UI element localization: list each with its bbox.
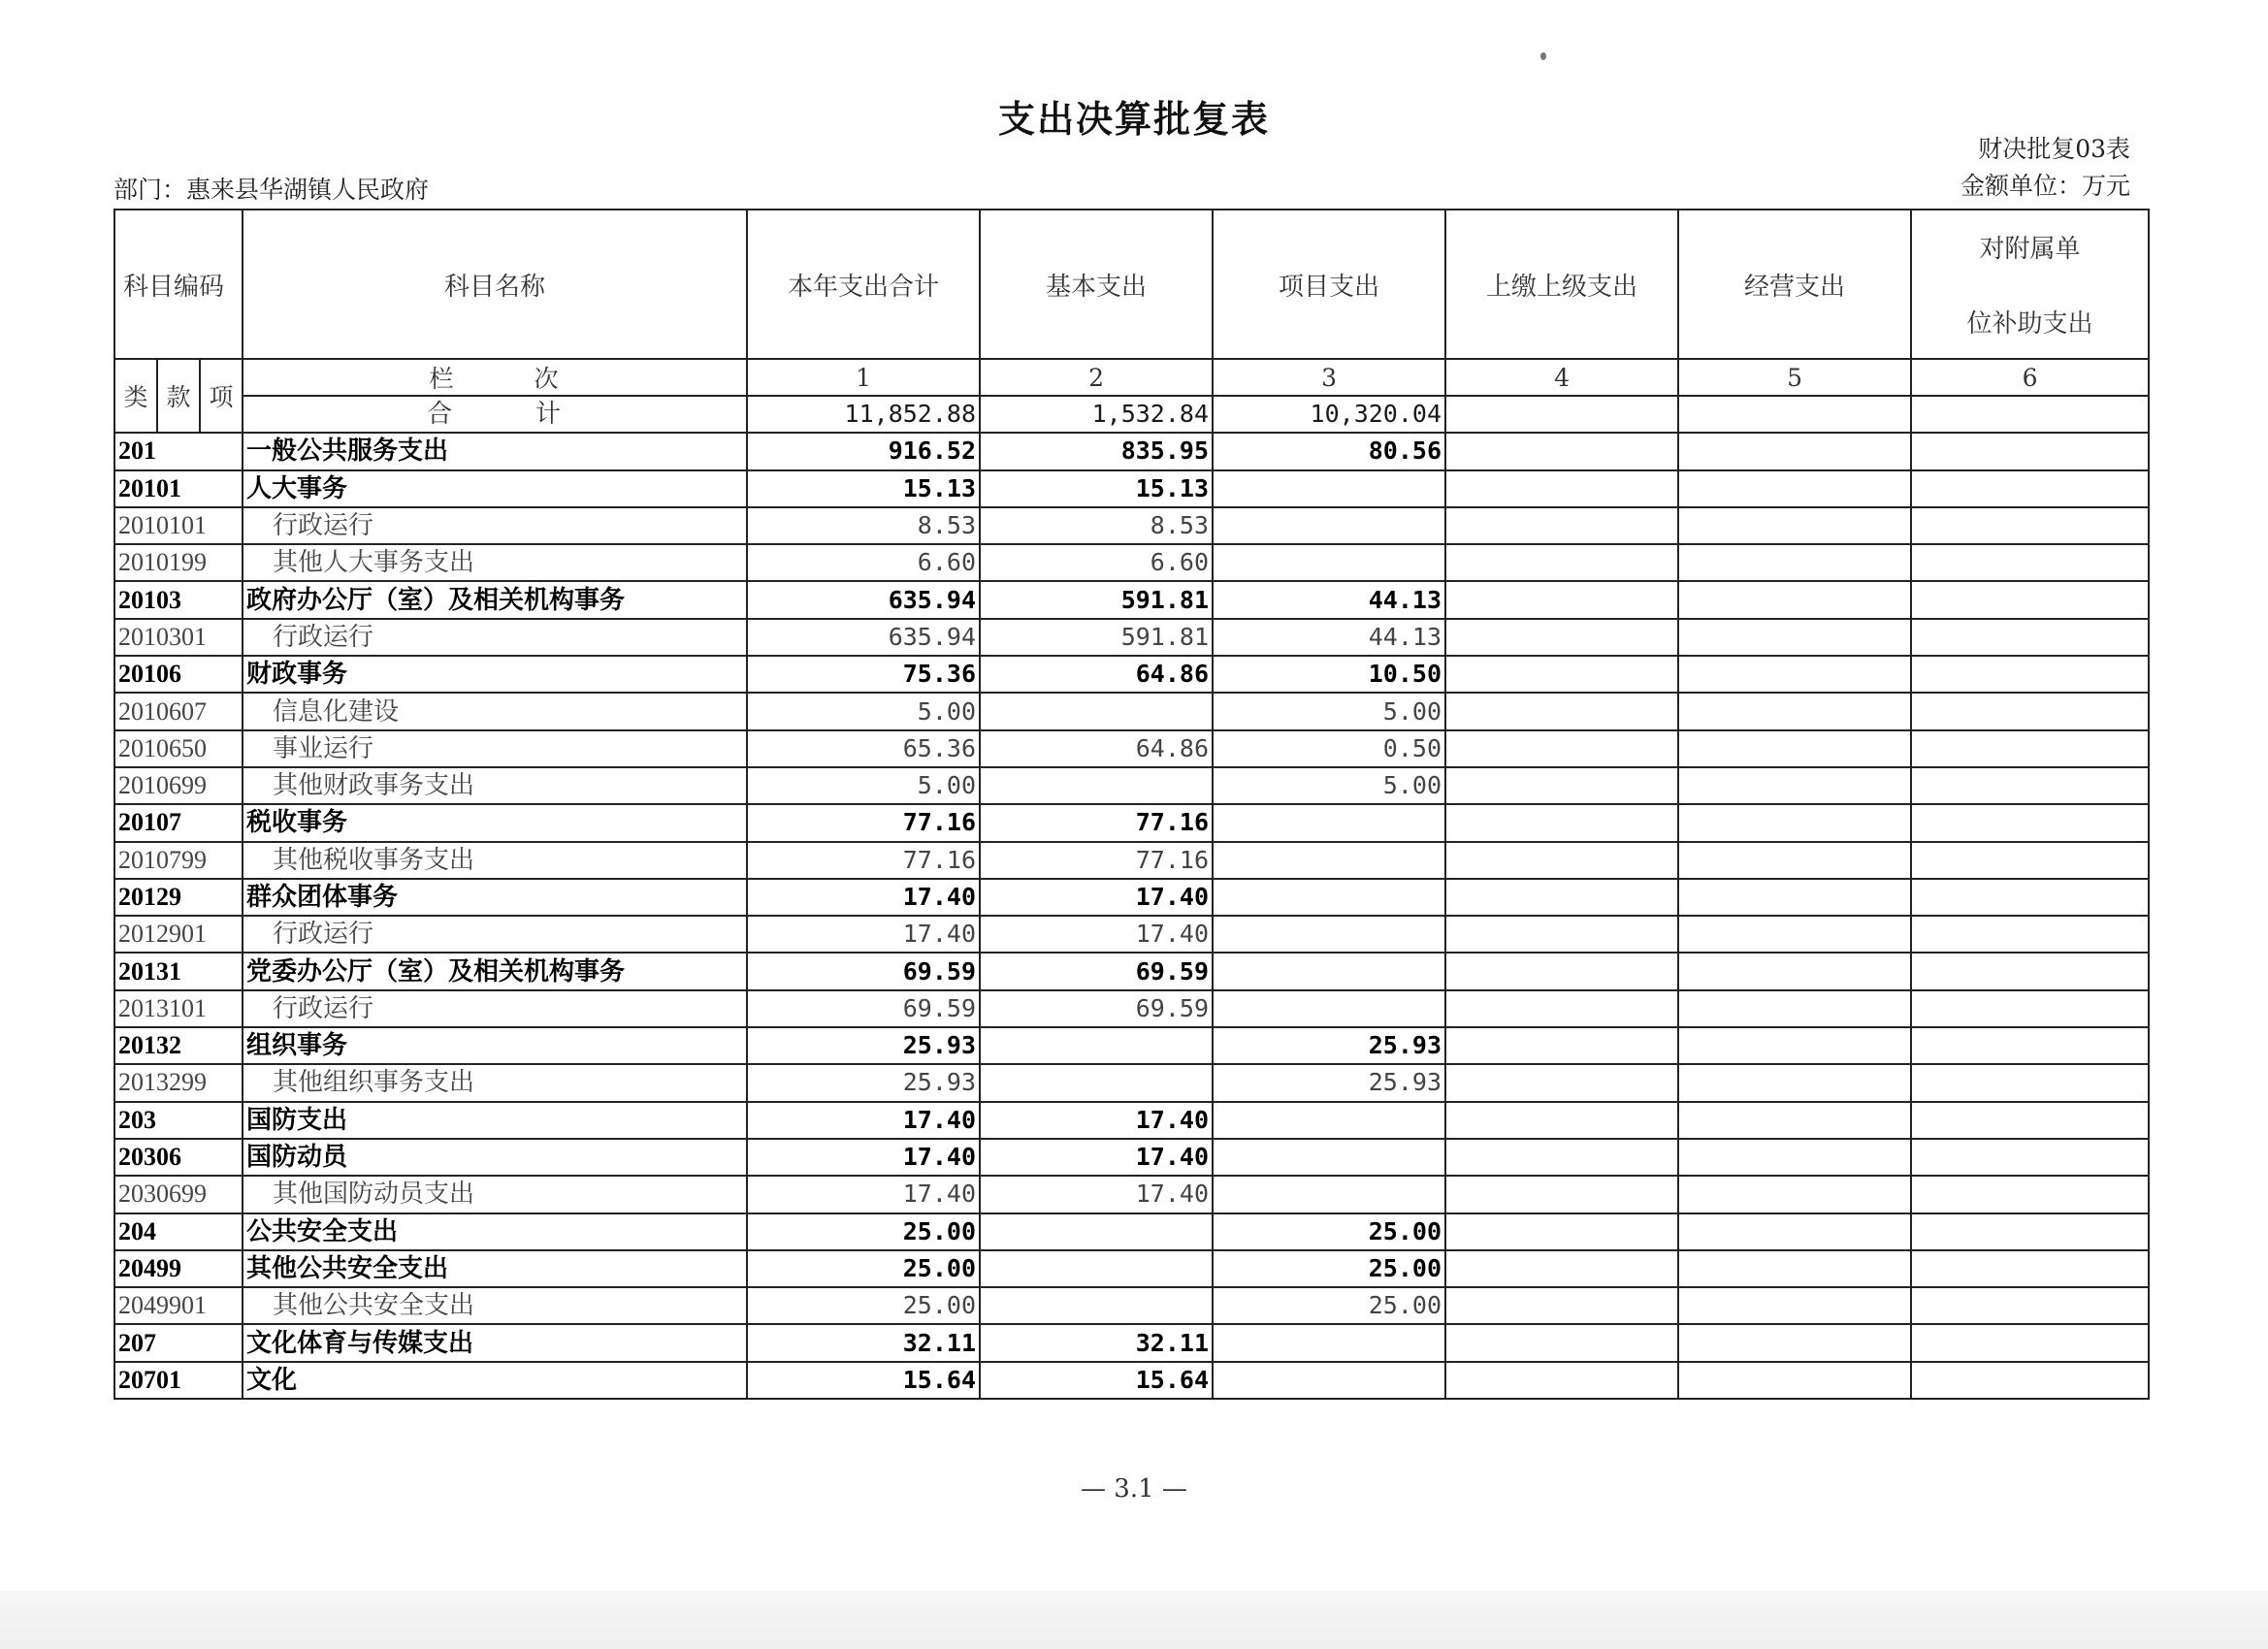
amount-cell: 64.86: [980, 730, 1213, 767]
amount-cell: [1911, 433, 2149, 469]
subject-name: 文化: [243, 1362, 747, 1399]
header-lanci: 栏 次: [243, 359, 747, 396]
amount-cell: 25.93: [1213, 1064, 1445, 1101]
amount-cell: [1678, 1064, 1911, 1101]
amount-cell: [1445, 619, 1678, 656]
col-number: 4: [1445, 359, 1678, 396]
amount-cell: [1213, 916, 1445, 953]
subject-code: 2049901: [114, 1287, 243, 1324]
header-subsidy: [1911, 210, 2149, 359]
amount-cell: [1911, 619, 2149, 656]
subject-code: 20101: [114, 470, 243, 507]
amount-cell: 69.59: [747, 953, 980, 989]
amount-cell: [1911, 804, 2149, 841]
amount-cell: 17.40: [980, 1102, 1213, 1139]
amount-cell: [1213, 990, 1445, 1027]
amount-cell: [1445, 990, 1678, 1027]
header-name: 科目名称: [243, 210, 747, 359]
column-number-row: [114, 359, 2149, 396]
amount-cell: 25.00: [1213, 1287, 1445, 1324]
amount-cell: [980, 767, 1213, 804]
amount-cell: 8.53: [747, 507, 980, 544]
scan-speck: [1540, 52, 1546, 60]
col-number: 2: [980, 359, 1213, 396]
amount-cell: [1445, 656, 1678, 693]
table-row: [114, 842, 2149, 879]
amount-cell: 69.59: [747, 990, 980, 1027]
header-code: 科目编码: [114, 210, 243, 359]
subject-name: 信息化建设: [243, 693, 747, 729]
amount-cell: [1445, 1139, 1678, 1176]
amount-unit: 金额单位：万元: [1960, 172, 2130, 200]
subject-code: 2013299: [114, 1064, 243, 1101]
amount-cell: 77.16: [747, 842, 980, 879]
subject-name: 政府办公厅（室）及相关机构事务: [243, 581, 747, 618]
header-subsidy-line2: 位补助支出: [1966, 309, 2093, 339]
amount-cell: 69.59: [980, 990, 1213, 1027]
amount-cell: 17.40: [747, 1102, 980, 1139]
amount-cell: [1445, 433, 1678, 469]
totals-row: [114, 396, 2149, 433]
total-cell: [1445, 396, 1678, 433]
amount-cell: [1911, 507, 2149, 544]
total-cell: [1678, 396, 1911, 433]
amount-cell: [1445, 581, 1678, 618]
subject-name: 行政运行: [243, 916, 747, 953]
table-row: [114, 804, 2149, 841]
amount-cell: [1445, 1324, 1678, 1361]
amount-cell: [1445, 1362, 1678, 1399]
scan-edge-shade: [0, 1591, 2268, 1649]
amount-cell: [980, 693, 1213, 729]
total-cell: [1911, 396, 2149, 433]
subject-code: 20701: [114, 1362, 243, 1399]
subject-name: 行政运行: [243, 507, 747, 544]
amount-cell: [1678, 1213, 1911, 1250]
amount-cell: [1213, 1362, 1445, 1399]
amount-cell: [1213, 544, 1445, 581]
amount-cell: [1445, 507, 1678, 544]
amount-cell: [1445, 1102, 1678, 1139]
page-number: — 3.1 —: [1081, 1474, 1187, 1504]
table-row: [114, 1027, 2149, 1064]
amount-cell: 5.00: [1213, 767, 1445, 804]
subject-name: 其他公共安全支出: [243, 1250, 747, 1287]
amount-cell: 32.11: [747, 1324, 980, 1361]
amount-cell: [1445, 1027, 1678, 1064]
amount-cell: [1911, 767, 2149, 804]
subject-code: 20132: [114, 1027, 243, 1064]
amount-cell: [1678, 581, 1911, 618]
amount-cell: [1213, 507, 1445, 544]
subject-name: 其他国防动员支出: [243, 1176, 747, 1212]
amount-cell: [1678, 1287, 1911, 1324]
amount-cell: 77.16: [747, 804, 980, 841]
amount-cell: 17.40: [747, 916, 980, 953]
subject-code: 2030699: [114, 1176, 243, 1212]
amount-cell: 17.40: [747, 1139, 980, 1176]
amount-cell: [1911, 544, 2149, 581]
amount-cell: [1678, 916, 1911, 953]
amount-cell: [1678, 1027, 1911, 1064]
header-business: 经营支出: [1678, 210, 1911, 359]
amount-cell: 635.94: [747, 619, 980, 656]
amount-cell: 25.00: [1213, 1213, 1445, 1250]
header-project: 项目支出: [1213, 210, 1445, 359]
amount-cell: 17.40: [747, 1176, 980, 1212]
amount-cell: [1678, 1139, 1911, 1176]
header-heji: 合 计: [243, 396, 747, 433]
amount-cell: [1911, 1064, 2149, 1101]
amount-cell: [1911, 953, 2149, 989]
amount-cell: [1911, 879, 2149, 916]
subject-code: 2010607: [114, 693, 243, 729]
amount-cell: [1445, 1176, 1678, 1212]
amount-cell: [1911, 470, 2149, 507]
amount-cell: [1911, 990, 2149, 1027]
table-row: [114, 767, 2149, 804]
amount-cell: [1678, 470, 1911, 507]
amount-cell: 15.13: [747, 470, 980, 507]
amount-cell: [1911, 693, 2149, 729]
amount-cell: [1213, 470, 1445, 507]
subject-code: 2013101: [114, 990, 243, 1027]
header-row: [114, 210, 2149, 359]
amount-cell: [1678, 842, 1911, 879]
table-row: [114, 1176, 2149, 1212]
amount-cell: 5.00: [1213, 693, 1445, 729]
amount-cell: [980, 1287, 1213, 1324]
amount-cell: [1445, 1213, 1678, 1250]
subject-code: 207: [114, 1324, 243, 1361]
subject-code: 20306: [114, 1139, 243, 1176]
amount-cell: 5.00: [747, 693, 980, 729]
amount-cell: [1445, 1064, 1678, 1101]
table-row: [114, 544, 2149, 581]
amount-cell: [1678, 730, 1911, 767]
amount-cell: [1911, 1176, 2149, 1212]
header-subsidy-line1: 对附属单: [1979, 235, 2081, 264]
table-row: [114, 1139, 2149, 1176]
table-row: [114, 1064, 2149, 1101]
subject-name: 其他公共安全支出: [243, 1287, 747, 1324]
amount-cell: [1678, 990, 1911, 1027]
department-label: 部门：惠来县华湖镇人民政府: [113, 176, 430, 204]
table-row: [114, 730, 2149, 767]
amount-cell: [1213, 1139, 1445, 1176]
subject-name: 其他税收事务支出: [243, 842, 747, 879]
table-row: [114, 656, 2149, 693]
amount-cell: 44.13: [1213, 619, 1445, 656]
amount-cell: [1911, 730, 2149, 767]
amount-cell: [980, 1213, 1213, 1250]
amount-cell: [1213, 842, 1445, 879]
amount-cell: [1213, 953, 1445, 989]
subject-name: 公共安全支出: [243, 1213, 747, 1250]
header-xiang: 项: [200, 359, 243, 433]
amount-cell: 6.60: [980, 544, 1213, 581]
amount-cell: 17.40: [980, 916, 1213, 953]
amount-cell: [1445, 879, 1678, 916]
amount-cell: [1678, 953, 1911, 989]
amount-cell: 77.16: [980, 804, 1213, 841]
amount-cell: [1678, 804, 1911, 841]
amount-cell: [1445, 1287, 1678, 1324]
amount-cell: [1911, 1362, 2149, 1399]
subject-name: 一般公共服务支出: [243, 433, 747, 469]
amount-cell: [1911, 581, 2149, 618]
table-row: [114, 433, 2149, 469]
amount-cell: [1678, 1250, 1911, 1287]
amount-cell: 8.53: [980, 507, 1213, 544]
amount-cell: [1213, 879, 1445, 916]
amount-cell: 17.40: [980, 1139, 1213, 1176]
amount-cell: [1911, 1213, 2149, 1250]
col-number: 6: [1911, 359, 2149, 396]
table-row: [114, 1362, 2149, 1399]
subject-name: 行政运行: [243, 990, 747, 1027]
subject-name: 文化体育与传媒支出: [243, 1324, 747, 1361]
amount-cell: [1213, 804, 1445, 841]
subject-code: 2012901: [114, 916, 243, 953]
amount-cell: [1678, 656, 1911, 693]
amount-cell: [1678, 619, 1911, 656]
amount-cell: [1911, 1027, 2149, 1064]
amount-cell: 75.36: [747, 656, 980, 693]
amount-cell: 65.36: [747, 730, 980, 767]
total-cell: 10,320.04: [1213, 396, 1445, 433]
table-row: [114, 1324, 2149, 1361]
amount-cell: 635.94: [747, 581, 980, 618]
amount-cell: [1445, 804, 1678, 841]
amount-cell: [1678, 693, 1911, 729]
subject-name: 群众团体事务: [243, 879, 747, 916]
amount-cell: 25.00: [747, 1287, 980, 1324]
amount-cell: [1911, 916, 2149, 953]
amount-cell: 591.81: [980, 619, 1213, 656]
subject-name: 其他组织事务支出: [243, 1064, 747, 1101]
header-upper: 上缴上级支出: [1445, 210, 1678, 359]
amount-cell: 5.00: [747, 767, 980, 804]
amount-cell: [1445, 693, 1678, 729]
subject-code: 2010301: [114, 619, 243, 656]
amount-cell: 77.16: [980, 842, 1213, 879]
amount-cell: 25.00: [747, 1250, 980, 1287]
subject-code: 2010101: [114, 507, 243, 544]
subject-name: 人大事务: [243, 470, 747, 507]
amount-cell: 17.40: [980, 1176, 1213, 1212]
header-total: 本年支出合计: [747, 210, 980, 359]
subject-name: 其他财政事务支出: [243, 767, 747, 804]
subject-name: 事业运行: [243, 730, 747, 767]
total-cell: 11,852.88: [747, 396, 980, 433]
table-row: [114, 1102, 2149, 1139]
subject-code: 201: [114, 433, 243, 469]
amount-cell: [1445, 730, 1678, 767]
subject-code: 2010650: [114, 730, 243, 767]
subject-name: 国防动员: [243, 1139, 747, 1176]
table-row: [114, 507, 2149, 544]
subject-name: 国防支出: [243, 1102, 747, 1139]
amount-cell: [1911, 1324, 2149, 1361]
table-row: [114, 581, 2149, 618]
subject-name: 党委办公厅（室）及相关机构事务: [243, 953, 747, 989]
amount-cell: [1911, 1287, 2149, 1324]
table-row: [114, 1250, 2149, 1287]
amount-cell: [1911, 1102, 2149, 1139]
amount-cell: [1678, 507, 1911, 544]
amount-cell: 0.50: [1213, 730, 1445, 767]
table-row: [114, 879, 2149, 916]
col-number: 1: [747, 359, 980, 396]
amount-cell: 25.93: [747, 1027, 980, 1064]
amount-cell: [1678, 767, 1911, 804]
amount-cell: [1678, 1102, 1911, 1139]
amount-cell: 25.00: [747, 1213, 980, 1250]
amount-cell: [980, 1250, 1213, 1287]
table-row: [114, 693, 2149, 729]
amount-cell: [1445, 916, 1678, 953]
subject-code: 20131: [114, 953, 243, 989]
subject-code: 2010799: [114, 842, 243, 879]
page-title: 支出决算批复表: [997, 98, 1270, 141]
form-number: 财决批复03表: [1978, 135, 2130, 163]
amount-cell: 25.00: [1213, 1250, 1445, 1287]
amount-cell: 32.11: [980, 1324, 1213, 1361]
amount-cell: 591.81: [980, 581, 1213, 618]
amount-cell: [1678, 1176, 1911, 1212]
amount-cell: 80.56: [1213, 433, 1445, 469]
subject-code: 204: [114, 1213, 243, 1250]
amount-cell: 15.13: [980, 470, 1213, 507]
amount-cell: [1911, 656, 2149, 693]
subject-code: 20103: [114, 581, 243, 618]
table-row: [114, 990, 2149, 1027]
amount-cell: 64.86: [980, 656, 1213, 693]
amount-cell: [1678, 433, 1911, 469]
amount-cell: 17.40: [747, 879, 980, 916]
amount-cell: [1445, 767, 1678, 804]
header-lei: 类: [114, 359, 157, 433]
amount-cell: [1678, 1324, 1911, 1361]
amount-cell: 69.59: [980, 953, 1213, 989]
table-row: [114, 1213, 2149, 1250]
amount-cell: [1445, 953, 1678, 989]
subject-code: 20106: [114, 656, 243, 693]
total-cell: 1,532.84: [980, 396, 1213, 433]
subject-code: 20129: [114, 879, 243, 916]
subject-name: 组织事务: [243, 1027, 747, 1064]
subject-code: 2010699: [114, 767, 243, 804]
amount-cell: [1213, 1102, 1445, 1139]
amount-cell: [1213, 1176, 1445, 1212]
amount-cell: [1911, 842, 2149, 879]
header-kuan: 款: [157, 359, 200, 433]
table-row: [114, 916, 2149, 953]
subject-name: 税收事务: [243, 804, 747, 841]
subject-name: 其他人大事务支出: [243, 544, 747, 581]
amount-cell: [1678, 879, 1911, 916]
amount-cell: [980, 1027, 1213, 1064]
amount-cell: 6.60: [747, 544, 980, 581]
amount-cell: [1678, 1362, 1911, 1399]
amount-cell: 25.93: [747, 1064, 980, 1101]
amount-cell: [980, 1064, 1213, 1101]
amount-cell: 17.40: [980, 879, 1213, 916]
subject-name: 财政事务: [243, 656, 747, 693]
table-row: [114, 1287, 2149, 1324]
expenditure-table: [113, 209, 2150, 1400]
table-row: [114, 619, 2149, 656]
amount-cell: [1213, 1324, 1445, 1361]
table-row: [114, 470, 2149, 507]
header-basic: 基本支出: [980, 210, 1213, 359]
subject-code: 203: [114, 1102, 243, 1139]
subject-name: 行政运行: [243, 619, 747, 656]
amount-cell: [1911, 1139, 2149, 1176]
amount-cell: 916.52: [747, 433, 980, 469]
amount-cell: [1445, 544, 1678, 581]
amount-cell: [1678, 544, 1911, 581]
amount-cell: [1911, 1250, 2149, 1287]
amount-cell: 835.95: [980, 433, 1213, 469]
amount-cell: 15.64: [747, 1362, 980, 1399]
amount-cell: 10.50: [1213, 656, 1445, 693]
table-row: [114, 953, 2149, 989]
amount-cell: [1445, 470, 1678, 507]
amount-cell: [1445, 1250, 1678, 1287]
col-number: 5: [1678, 359, 1911, 396]
amount-cell: 44.13: [1213, 581, 1445, 618]
amount-cell: 25.93: [1213, 1027, 1445, 1064]
col-number: 3: [1213, 359, 1445, 396]
subject-code: 20107: [114, 804, 243, 841]
subject-code: 2010199: [114, 544, 243, 581]
amount-cell: [1445, 842, 1678, 879]
subject-code: 20499: [114, 1250, 243, 1287]
amount-cell: 15.64: [980, 1362, 1213, 1399]
